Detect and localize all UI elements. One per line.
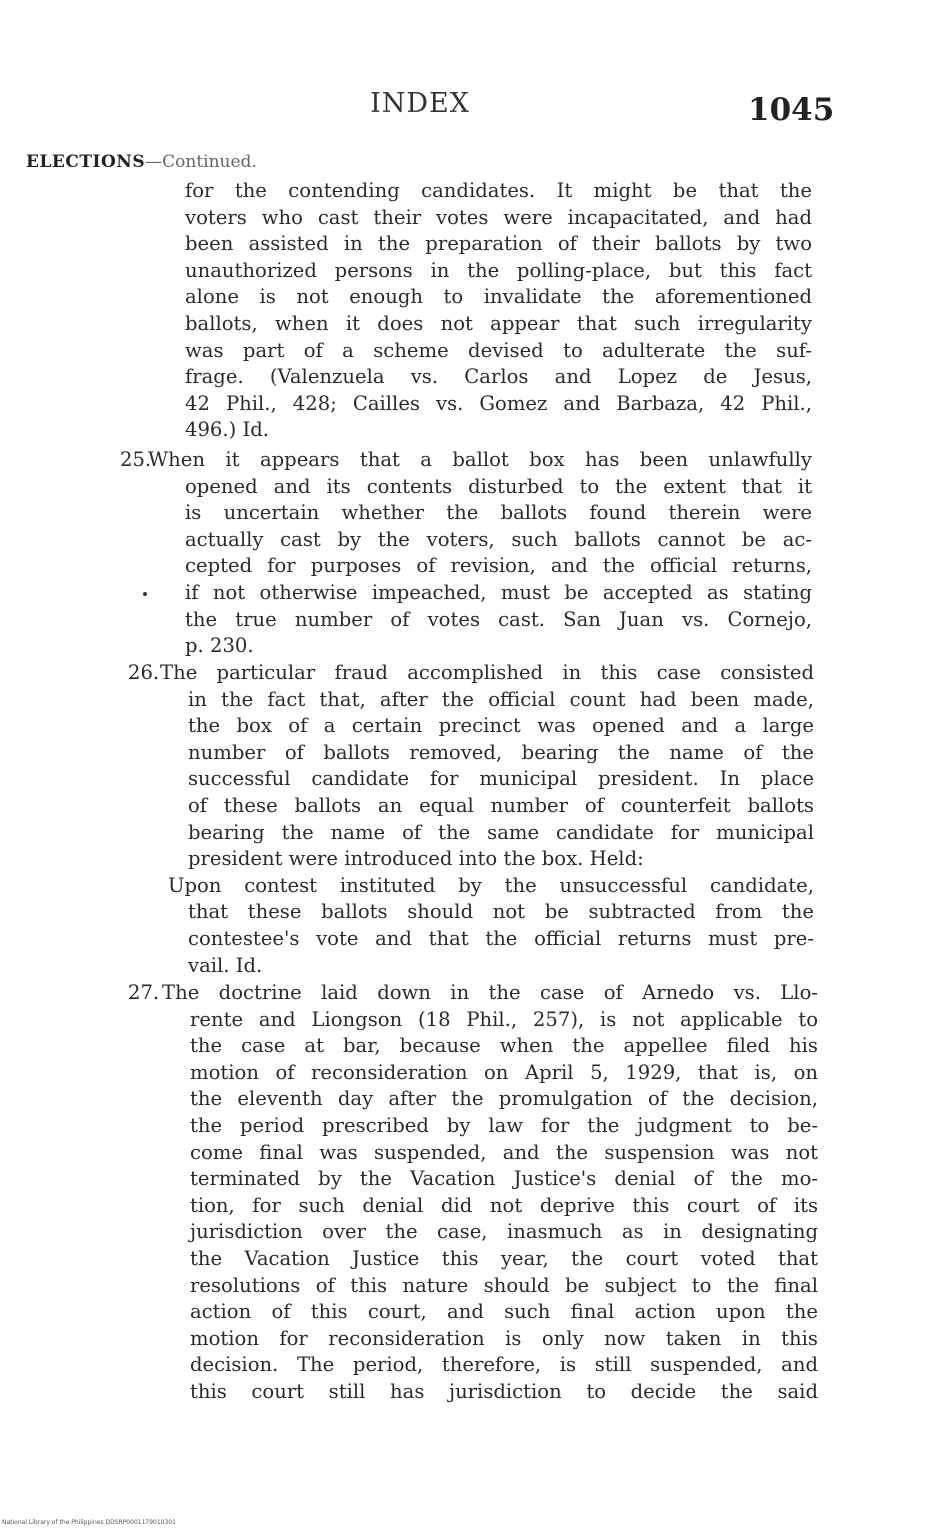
entry-number: 25.: [120, 448, 152, 471]
page-header-title: INDEX: [370, 88, 470, 119]
text-line: opened and its contents disturbed to the extent that it: [185, 474, 812, 498]
text-line: frage. (Valenzuela vs. Carlos and Lopez de Jesus,: [185, 365, 812, 389]
text-line: in the fact that, after the official count had been made,: [188, 687, 814, 711]
text-line: action of this court, and such final action upon the: [190, 1300, 818, 1324]
text-line: cepted for purposes of revision, and the official returns,: [185, 554, 812, 578]
text-line: the box of a certain precinct was opened and a large: [188, 714, 814, 738]
section-heading: [26, 152, 257, 172]
text-line: 496.) Id.: [185, 418, 270, 442]
index-entry-25: [120, 447, 812, 660]
entry-number: 26.: [128, 661, 160, 684]
index-entry-27: [128, 980, 818, 1406]
text-line: actually cast by the voters, such ballots cannot be ac-: [185, 527, 812, 551]
entry-number: 27.: [128, 981, 160, 1004]
text-line: resolutions of this nature should be subject to the final: [190, 1273, 818, 1297]
index-entry-26: [128, 660, 814, 979]
text-line: president were introduced into the box. Held:: [188, 847, 644, 871]
text-line: Upon contest instituted by the unsuccessful candidate,: [168, 873, 814, 897]
text-line: p. 230.: [185, 634, 254, 658]
text-line: The particular fraud accomplished in this case consisted: [160, 661, 814, 684]
page-number: 1045: [748, 92, 835, 128]
text-line: tion, for such denial did not deprive this court of its: [190, 1193, 818, 1217]
text-line: rente and Liongson (18 Phil., 257), is not applicable to: [190, 1007, 818, 1031]
section-continued: —Continued.: [145, 152, 257, 172]
text-line: When it appears that a ballot box has been unlawfully: [148, 448, 812, 471]
text-line: motion of reconsideration on April 5, 1929, that is, on: [190, 1060, 818, 1084]
text-line: ballots, when it does not appear that such irregularity: [185, 311, 812, 335]
text-line: if not otherwise impeached, must be accepted as stating: [185, 580, 812, 604]
text-line: unauthorized persons in the polling-place, but this fact: [185, 258, 812, 282]
text-line: voters who cast their votes were incapacitated, and had: [185, 205, 812, 229]
text-line: number of ballots removed, bearing the name of the: [188, 740, 814, 764]
scan-footer: National Library of the Philippines DDSRP0001179010301: [2, 1519, 176, 1526]
text-line: the case at bar, because when the appellee filed his: [190, 1034, 818, 1058]
text-line: been assisted in the preparation of their ballots by two: [185, 232, 812, 256]
text-line: come final was suspended, and the suspension was not: [190, 1140, 818, 1164]
text-line: the Vacation Justice this year, the court voted that: [190, 1246, 818, 1270]
text-line: decision. The period, therefore, is still suspended, and: [190, 1353, 818, 1377]
stray-dot-mark: [143, 592, 147, 596]
text-line: motion for reconsideration is only now taken in this: [190, 1326, 818, 1350]
text-line: alone is not enough to invalidate the aforementioned: [185, 285, 812, 309]
text-line: 42 Phil., 428; Cailles vs. Gomez and Barbaza, 42 Phil.,: [185, 391, 812, 415]
text-line: of these ballots an equal number of counterfeit ballots: [188, 793, 814, 817]
text-line: contestee's vote and that the official returns must pre-: [188, 926, 814, 950]
section-name: ELECTIONS: [26, 152, 146, 172]
continued-paragraph: [185, 178, 812, 444]
text-line: the eleventh day after the promulgation of the decision,: [190, 1087, 818, 1111]
text-line: the true number of votes cast. San Juan vs. Cornejo,: [185, 607, 812, 631]
text-line: bearing the name of the same candidate for municipal: [188, 820, 814, 844]
text-line: successful candidate for municipal president. In place: [188, 767, 814, 791]
text-line: terminated by the Vacation Justice's denial of the mo-: [190, 1167, 818, 1191]
text-line: this court still has jurisdiction to decide the said: [190, 1379, 818, 1403]
text-line: The doctrine laid down in the case of Arnedo vs. Llo-: [162, 981, 818, 1004]
text-line: for the contending candidates. It might be that the: [185, 179, 812, 202]
text-line: vail. Id.: [188, 953, 263, 977]
text-line: jurisdiction over the case, inasmuch as in designating: [190, 1220, 818, 1244]
text-line: the period prescribed by law for the judgment to be-: [190, 1113, 818, 1137]
text-line: was part of a scheme devised to adulterate the suf-: [185, 338, 812, 362]
text-line: is uncertain whether the ballots found therein were: [185, 501, 812, 525]
text-line: that these ballots should not be subtracted from the: [188, 900, 814, 924]
